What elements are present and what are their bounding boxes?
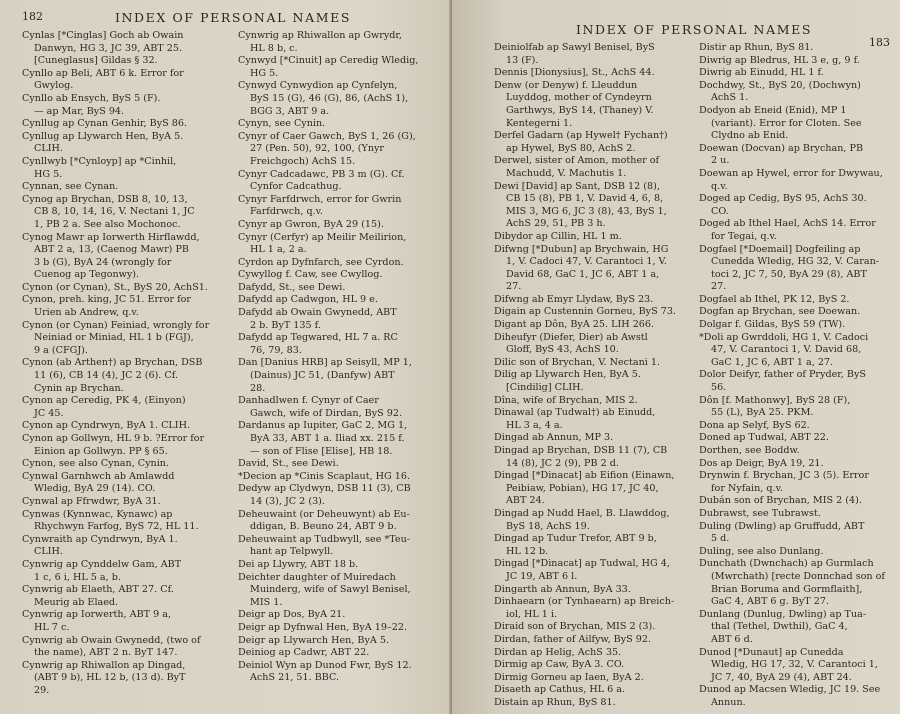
index-entry: Cynyr ap Gwron, ByA 29 (15). — [238, 218, 384, 230]
index-entry: Cynog ap Brychan, DSB 8, 10, 13, CB 8, 10, 14, 16, V. Nectani 1, JC 1, PB 2 a. See also Mochonoc. — [22, 193, 195, 230]
index-entry: Cynwrig ab Owain Gwynedd, (two of the name), ABT 2 n. ByT 147. — [22, 634, 201, 659]
index-entry: Cynllug ap Cynan Genhir, ByS 86. — [22, 118, 187, 130]
index-entry: Dolgar f. Gildas, ByS 59 (TW). — [699, 319, 846, 331]
right-column-2 — [699, 42, 894, 709]
index-entry: Digant ap Dôn, ByA 25. LIH 266. — [494, 319, 655, 331]
index-entry: Doewan ap Hywel, error for Dwywau, q.v. — [699, 167, 883, 192]
left-page-number: 182 — [22, 10, 43, 23]
index-entry: Dinawal (ap Tudwal†) ab Einudd, HL 3 a, 4 a. — [494, 407, 656, 431]
index-entry: Cynyr Farfdrwch, error for Gwrin Farfdrwch, q.v. — [238, 193, 402, 218]
index-entry: Cynyn, see Cynin. — [238, 118, 326, 130]
index-entry: Cynon ap Gollwyn, HL 9 b. ?Error for Einion ap Gollwyn. PP § 65. — [22, 433, 205, 457]
index-entry: Digain ap Custennin Gorneu, ByS 73. — [494, 306, 676, 318]
index-entry: Dunod ap Macsen Wledig, JC 19. See Annun. — [699, 684, 881, 708]
index-entry: Difwng [*Dubun] ap Brychwain, HG 1, V. Cadoci 47, V. Carantoci 1, V. David 68, GaC 1, JC 6, ABT 1 a, 27. — [494, 243, 669, 293]
left-running-title: INDEX OF PERSONAL NAMES — [114, 10, 352, 25]
index-entry: Dirdan ap Helig, AchS 35. — [494, 646, 622, 658]
index-entry: Dochdwy, St., ByS 20, (Dochwyn) AchS 1. — [699, 79, 861, 104]
index-entry: Cynwrig ap Cynddelw Gam, ABT 1 c, 6 i, HL 5 a, b. — [22, 558, 182, 583]
index-entry: Cyrdon ap Dyfnfarch, see Cyrdon. — [238, 256, 404, 268]
index-entry: Dan [Danius HRB] ap Seisyll, MP 1, (Dainus) JC 51, (Danfyw) ABT 28. — [238, 357, 412, 394]
index-entry: Dolor Deifyr, father of Pryder, ByS 56. — [699, 369, 866, 394]
index-entry: Dilic son of Brychan, V. Nectani 1. — [494, 356, 661, 368]
index-entry: Dei ap Llywry, ABT 18 b. — [238, 558, 359, 570]
index-entry: Dos ap Deigr, ByA 19, 21. — [699, 457, 824, 469]
index-entry: Cynllo ab Ensych, ByS 5 (F). — ap Mar, ByS 94. — [22, 92, 161, 117]
index-entry: Doned ap Tudwal, ABT 22. — [699, 432, 829, 444]
index-entry: Dingad ap Tudur Trefor, ABT 9 b, HL 12 b. — [494, 533, 657, 557]
index-entry: Cynwrig ap Rhiwallon ap Dingad, (ABT 9 b), HL 12 b, (13 d). ByT 29. — [22, 659, 186, 696]
index-entry: Duling, see also Dunlang. — [699, 545, 824, 557]
index-entry: Dingad [*Dinacat] ab Eifion (Einawn, Peibiaw, Pobian), HG 17, JC 40, ABT 24. — [494, 470, 675, 507]
index-entry: Cynon, preh. king, JC 51. Error for Urien ab Andrew, q.v. — [22, 294, 192, 319]
index-entry: Dîna, wife of Brychan, MIS 2. — [494, 394, 638, 406]
index-entry: *Doli ap Gwrddoli, HG 1, V. Cadoci 47, V. Carantoci 1, V. David 68, GaC 1, JC 6, ABT 1 a, 27. — [699, 331, 869, 368]
index-entry: Cynwrig ap Rhiwallon ap Gwrydr, HL 8 b, c. — [238, 30, 402, 54]
index-entry: Duling (Dwling) ap Gruffudd, ABT 5 d. — [699, 520, 865, 545]
index-entry: Dennis [Dionysius], St., AchS 44. — [494, 67, 655, 79]
index-entry: Cynwyd [*Cinuit] ap Ceredig Wledig, HG 5. — [238, 55, 419, 79]
left-page-columns — [22, 30, 444, 697]
index-entry: David, St., see Dewi. — [238, 458, 339, 470]
right-page-columns — [494, 42, 894, 709]
index-entry: Dogfael ab Ithel, PK 12, ByS 2. — [699, 293, 850, 305]
index-entry: Deichter daughter of Muiredach Muinderg, wife of Sawyl Benisel, MIS 1. — [238, 571, 411, 608]
index-entry: Deigr ap Dyfnwal Hen, ByA 19–22. — [238, 621, 408, 633]
index-entry: Deigr ap Llywarch Hen, ByA 5. — [238, 634, 390, 646]
index-entry: Cynllug ap Llywarch Hen, ByA 5. CLIH. — [22, 130, 184, 155]
right-column-1 — [494, 42, 689, 709]
index-entry: Dafydd, St., see Dewi. — [238, 281, 346, 293]
index-entry: Dubrawst, see Tubrawst. — [699, 507, 821, 519]
left-page-header — [22, 6, 444, 30]
index-entry: Cynon ap Cyndrwyn, ByA 1. CLIH. — [22, 420, 190, 432]
index-entry: Deiniog ap Cadwr, ABT 22. — [238, 647, 370, 659]
right-running-title: INDEX OF PERSONAL NAMES — [575, 22, 813, 37]
index-entry: Cynwal Garnhwch ab Amlawdd Wledig, ByA 29 (14). CO. — [22, 470, 175, 495]
index-entry: Doged ab Ithel Hael, AchS 14. Error for Tegai, q.v. — [699, 218, 876, 242]
index-entry: Cynlas [*Cinglas] Goch ab Owain Danwyn, HG 3, JC 39, ABT 25. [Cuneglasus] Gildas § 32. — [22, 30, 184, 67]
index-entry: Dingarth ab Annun, ByA 33. — [494, 583, 631, 595]
index-entry: Dafydd ap Cadwgon, HL 9 e. — [238, 294, 378, 306]
index-entry: Deheuwaint ap Tudbwyll, see *Teu- hant ap Telpwyll. — [238, 533, 411, 558]
index-entry: Derwel, sister of Amon, mother of Machudd, V. Machutis 1. — [494, 155, 660, 179]
index-entry: Dingad ab Annun, MP 3. — [494, 432, 614, 444]
index-entry: Doewan (Docvan) ap Brychan, PB 2 u. — [699, 142, 864, 167]
index-entry: Cynyr (Cerfyr) ap Meilir Meilirion, HL 1 a, 2 a. — [238, 231, 407, 256]
index-entry: Dunchath (Dwnchach) ap Gurmlach (Mwrchath) [recte Donnchad son of Brian Boruma and Gormflaith], GaC 4, ABT 6 g. ByT 27. — [699, 558, 885, 608]
index-entry: Cynwrig ap Iorwerth, ABT 9 a, HL 7 c. — [22, 609, 172, 633]
index-entry: Drynwin f. Brychan, JC 3 (5). Error for Nyfain, q.v. — [699, 470, 869, 494]
index-entry: Dafydd ap Tegwared, HL 7 a. RC 76, 79, 83. — [238, 332, 398, 356]
index-entry: Diheufyr (Diefer, Dier) ab Awstl Gloff, ByS 43, AchS 10. — [494, 331, 648, 356]
index-entry: Dôn [f. Mathonwy], ByS 28 (F), 55 (L), ByA 25. PKM. — [699, 394, 851, 419]
index-entry: Dingad ap Brychan, DSB 11 (7), CB 14 (8), JC 2 (9), PB 2 d. — [494, 445, 668, 469]
index-entry: Cynwyd Cynwydion ap Cynfelyn, ByS 15 (G), 46 (G), 86, (AchS 1), BGG 3, ABT 9 a. — [238, 80, 409, 117]
index-entry: Dunlang (Dunlug, Dwling) ap Tua- thal (Tethel, Dwthil), GaC 4, ABT 6 d. — [699, 608, 867, 645]
index-entry: Dafydd ab Owain Gwynedd, ABT 2 b. ByT 135 f. — [238, 307, 397, 331]
index-entry: Cynllwyb [*Cynloyp] ap *Cinhil, HG 5. — [22, 155, 177, 180]
index-entry: Cynyr of Caer Gawch, ByS 1, 26 (G), 27 (Pen. 50), 92, 100, (Ynyr Freichgoch) AchS 15. — [238, 130, 416, 167]
index-entry: Deheuwaint (or Deheuwynt) ab Eu- ddigan, B. Beuno 24, ABT 9 b. — [238, 508, 410, 533]
index-entry: Dirdan, father of Ailfyw, ByS 92. — [494, 633, 652, 645]
index-entry: Deiniol Wyn ap Dunod Fwr, ByS 12. AchS 21, 51. BBC. — [238, 659, 412, 684]
index-entry: Derfel Gadarn (ap Hywel† Fychan†) ap Hywel, ByS 80, AchS 2. — [494, 130, 668, 154]
index-entry: Cynwrig ab Elaeth, ABT 27. Cf. Meurig ab Elaed. — [22, 584, 174, 608]
index-entry: Dewi [David] ap Sant, DSB 12 (8), CB 15 (8), PB 1, V. David 4, 6, 8, MIS 3, MG 6, JC 3 (8), 43, ByS 1, AchS 29, 51, PB 3 h. — [494, 180, 667, 230]
index-entry: Dogfael [*Doemail] Dogfeiling ap Cunedda Wledig, HG 32, V. Caran- toci 2, JC 7, 50, ByA 29 (8), ABT 27. — [699, 243, 880, 293]
index-entry: Dardanus ap Iupiter, GaC 2, MG 1, ByA 33, ABT 1 a. Iliad xx. 215 f. — son of Flise [Elise], HB 18. — [238, 420, 408, 457]
index-entry: Diwrig ab Einudd, HL 1 f. — [699, 67, 824, 79]
index-entry: Dingad ap Nudd Hael, B. Llawddog, ByS 18, AchS 19. — [494, 507, 670, 532]
index-entry: Dingad [*Dinacat] ap Tudwal, HG 4, JC 19, ABT 6 l. — [494, 558, 670, 582]
index-entry: Dibydor ap Cillin, HL 1 m. — [494, 230, 622, 242]
index-entry: Cywyllog f. Caw, see Cwyllog. — [238, 269, 383, 281]
index-entry: *Decion ap *Cinis Scaplaut, HG 16. — [238, 470, 411, 482]
index-entry: Dinhaearn (or Tynhaearn) ap Breich- iol, HL 1 i. — [494, 596, 675, 620]
index-entry: Distir ap Rhun, ByS 81. — [699, 42, 814, 53]
index-entry: Dirmig ap Caw, ByA 3. CO. — [494, 659, 625, 671]
left-column-2 — [238, 30, 444, 697]
left-column-1 — [22, 30, 228, 697]
index-entry: Cynon (or Cynan), St., ByS 20, AchS1. — [22, 281, 208, 293]
index-entry: Dorthen, see Boddw. — [699, 445, 800, 456]
index-entry: Cynon, see also Cynan, Cynin. — [22, 458, 170, 470]
index-entry: Cynon (ab Arthen†) ap Brychan, DSB 11 (6), CB 14 (4), JC 2 (6). Cf. Cynin ap Brychan. — [22, 357, 203, 394]
index-entry: Dubán son of Brychan, MIS 2 (4). — [699, 495, 862, 507]
index-entry: Cynog Mawr ap Iorwerth Hirflawdd, ABT 2 a, 13, (Caenog Mawr) PB 3 b (G), ByA 24 (wrongly for Cuenog ap Tegonwy). — [22, 231, 200, 281]
index-entry: Dedyw ap Clydwyn, DSB 11 (3), CB 14 (3), JC 2 (3). — [238, 483, 411, 507]
index-entry: Danhadlwen f. Cynyr of Caer Gawch, wife of Dirdan, ByS 92. — [238, 395, 403, 419]
index-entry: Dodyon ab Eneid (Enid), MP 1 (variant). Error for Cloten. See Clydno ab Enid. — [699, 104, 862, 142]
index-entry: Doged ap Cedig, ByS 95, AchS 30. CO. — [699, 193, 867, 217]
index-entry: Cynwraith ap Cyndrwyn, ByA 1. CLIH. — [22, 533, 178, 558]
index-entry: Difwng ab Emyr Llydaw, ByS 23. — [494, 293, 654, 305]
right-page-number: 183 — [869, 36, 890, 49]
index-entry: Cynyr Cadcadawc, PB 3 m (G). Cf. Cynfor Cadcathug. — [238, 168, 405, 193]
index-entry: Diraid son of Brychan, MIS 2 (3). — [494, 621, 656, 633]
index-entry: Cynwal ap Ffrwdwr, ByA 31. — [22, 495, 161, 507]
index-entry: Cynon (or Cynan) Feiniad, wrongly for Neiniad or Miniad, HL 1 b (FGJ), 9 a (CFGJ). — [22, 319, 210, 356]
right-page — [452, 0, 900, 714]
index-entry: Cynllo ap Beli, ABT 6 k. Error for Gwylog. — [22, 67, 184, 92]
index-entry: Denw (or Denyw) f. Lleuddun Luyddog, mother of Cyndeyrn Garthwys, ByS 14, (Thaney) V. Kentegerni 1. — [494, 79, 654, 129]
index-entry: Distain ap Rhun, ByS 81. — [494, 696, 616, 708]
index-entry: Deiniolfab ap Sawyl Benisel, ByS 13 (F). — [494, 42, 655, 66]
index-entry: Dogfan ap Brychan, see Doewan. — [699, 306, 861, 318]
index-entry: Cynwas (Kynnwac, Kynawc) ap Rhychwyn Farfog, ByS 72, HL 11. — [22, 508, 199, 533]
index-entry: Dona ap Selyf, ByS 62. — [699, 419, 810, 431]
index-entry: Dunod [*Dunaut] ap Cunedda Wledig, HG 17, 32, V. Carantoci 1, JC 7, 40, ByA 29 (4), ABT 24. — [699, 646, 878, 683]
index-entry: Diwrig ap Bledrus, HL 3 e, g, 9 f. — [699, 54, 860, 66]
index-entry: Deigr ap Dos, ByA 21. — [238, 609, 346, 621]
index-entry: Dirmig Gorneu ap Iaen, ByA 2. — [494, 671, 644, 683]
index-entry: Dilig ap Llywarch Hen, ByA 5. [Cindilig] CLIH. — [494, 369, 641, 394]
index-entry: Cynnan, see Cynan. — [22, 181, 119, 193]
index-entry: Cynon ap Ceredig, PK 4, (Einyon) JC 45. — [22, 395, 186, 419]
index-entry: Disaeth ap Cathus, HL 6 a. — [494, 684, 626, 696]
